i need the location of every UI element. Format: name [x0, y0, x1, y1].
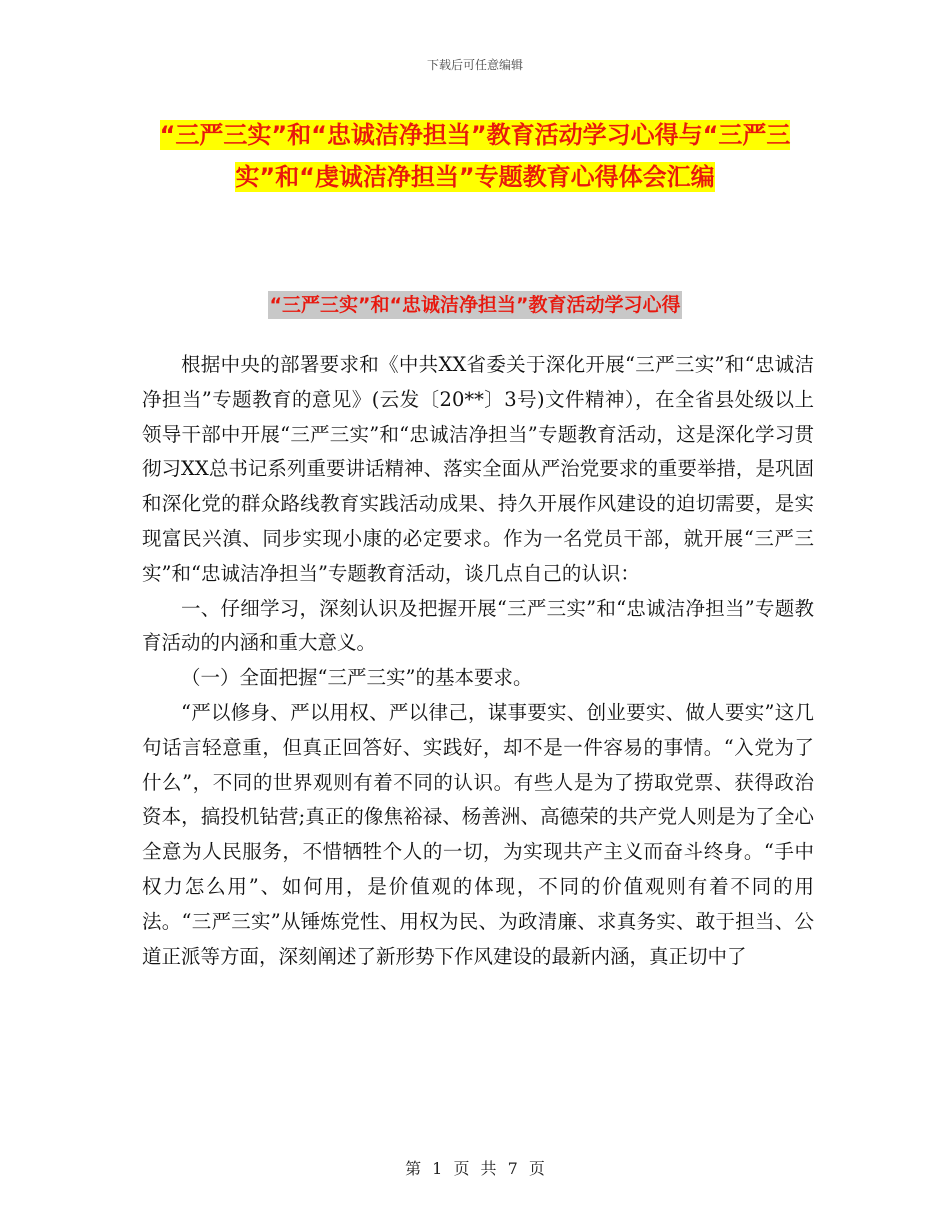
paragraph: 一、仔细学习，深刻认识及把握开展“三严三实”和“忠诚洁净担当”专题教育活动的内涵和重大意义。 [142, 596, 814, 655]
paragraph: “严以修身、严以用权、严以律己，谋事要实、创业要实、做人要实”这几句话言轻意重，但真正回答好、实践好，却不是一件容易的事情。“入党为了什么”，不同的世界观则有着不同的认识。有些人是为了捞取党票、获得政治资本，搞投机钻营;真正的像焦裕禄、杨善洲、高德荣的共产党人则是为了全心全意为人民服务，不惜牺牲个人的一切，为实现共产主义而奋斗终身。“手中权力怎么用”、如何用，是价值观的体现，不同的价值观则有着不同的用法。“三严三实”从锤炼党性、用权为民、为政清廉、求真务实、敢于担当、公道正派等方面，深刻阐述了新形势下作风建设的最新内涵，真正切中了 [142, 700, 814, 968]
document-title-text: “三严三实”和“忠诚洁净担当”教育活动学习心得与“三严三实”和“虔诚洁净担当”专题教育心得体会汇编 [159, 121, 791, 191]
page-footer: 第 1 页 共 7 页 [405, 1159, 545, 1178]
page-header: 下载后可任意编辑 [426, 58, 523, 72]
section-heading-text: “三严三实”和“忠诚洁净担当”教育活动学习心得 [268, 291, 683, 319]
paragraph: （一）全面把握“三严三实”的基本要求。 [181, 666, 533, 690]
document-title [120, 114, 830, 198]
section-heading [0, 290, 950, 317]
paragraph: 根据中央的部署要求和《中共XX省委关于深化开展“三严三实”和“忠诚洁净担当”专题教育的意见》(云发〔20**〕3号)文件精神），在全省县处级以上领导干部中开展“三严三实”和“忠诚洁净担当”专题教育活动，这是深化学习贯彻习XX总书记系列重要讲话精神、落实全面从严治党要求的重要举措，是巩固和深化党的群众路线教育实践活动成果、持久开展作风建设的迫切需要，是实现富民兴滇、同步实现小康的必定要求。作为一名党员干部，就开展“三严三实”和“忠诚洁净担当”专题教育活动，谈几点自己的认识： [142, 353, 814, 585]
document-body [142, 348, 814, 974]
